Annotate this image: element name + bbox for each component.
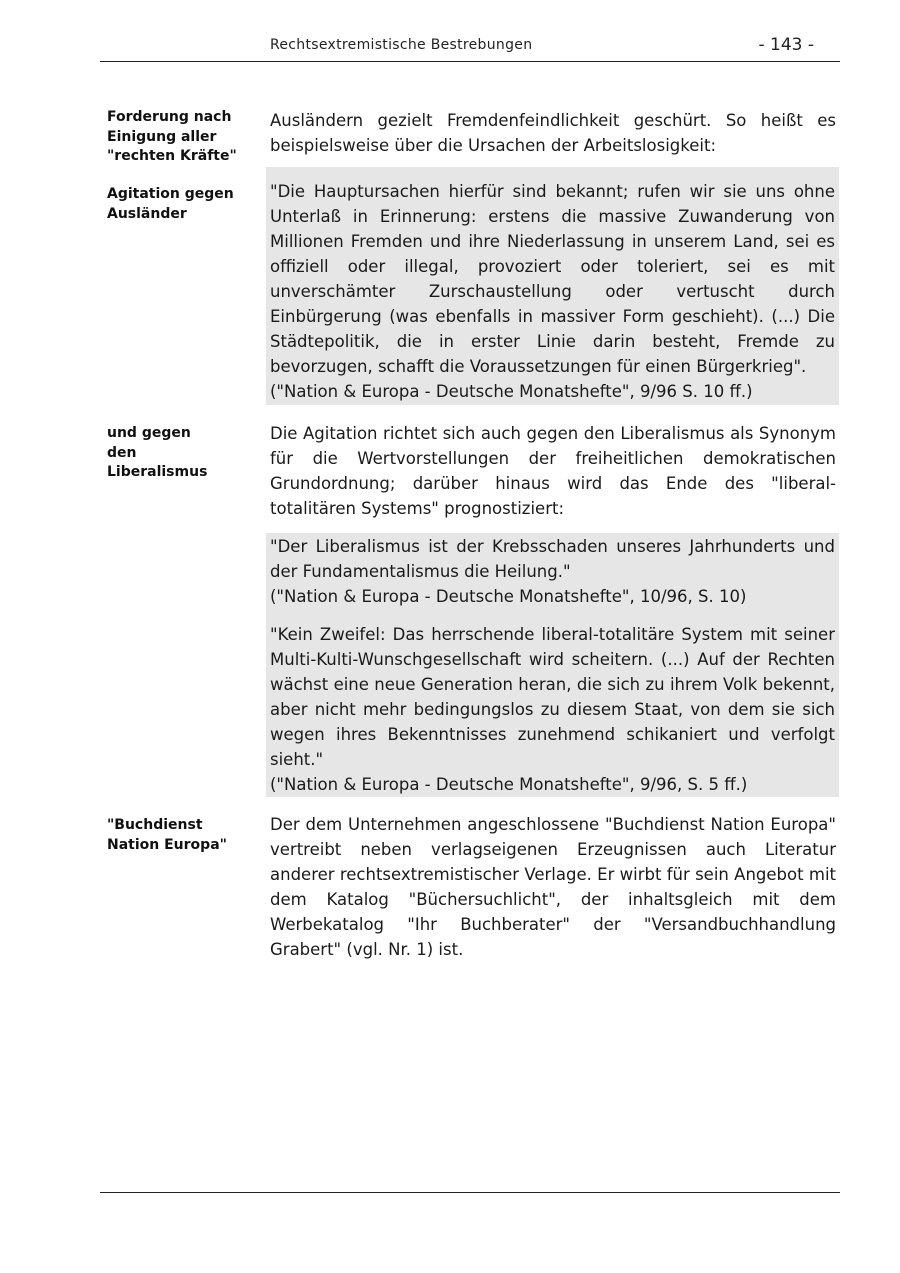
quote-1	[266, 179, 839, 404]
quote-2-text: "Der Liberalismus ist der Krebsschaden unseres Jahrhunderts und der Fundamentalismus die Heilung."	[270, 537, 835, 581]
paragraph-buchdienst: Der dem Unternehmen angeschlossene "Buchdienst Nation Europa" vertreibt neben verlagseigenen Erzeugnissen auch Literatur anderer rechtsextremistischer Verlage. Er wirbt für sein Angebot mit dem Katalog "Büchersuchlicht", der inhaltsgleich mit dem Werbekatalog "Ihr Buchberater" der "Versandbuchhandlung Grabert" (vgl. Nr. 1) ist.	[270, 815, 836, 959]
page-number: - 143 -	[758, 35, 814, 55]
quote-1-source: ("Nation & Europa - Deutsche Monatshefte", 9/96 S. 10 ff.)	[270, 382, 753, 401]
quote-3	[266, 622, 839, 797]
header-rule	[100, 61, 840, 62]
margin-note-liberalismus: und gegen den Liberalismus	[107, 425, 208, 480]
margin-note-einigung: Forderung nach Einigung aller "rechten Kräfte"	[107, 109, 237, 164]
quote-3-text: "Kein Zweifel: Das herrschende liberal-totalitäre System mit seiner Multi-Kulti-Wunschgesellschaft wird scheitern. (...) Auf der Rechten wächst eine neue Generation heran, die sich zu ihrem Volk bekennt, aber nicht mehr bedingungslos zu diesem Staat, von dem sie sich wegen ihres Bekenntnisses zunehmend schikaniert und verfolgt sieht."	[270, 625, 835, 769]
margin-note-auslaender: Agitation gegen Ausländer	[107, 186, 234, 222]
quote-box-2	[266, 533, 839, 797]
paragraph-intro: Ausländern gezielt Fremdenfeindlichkeit geschürt. So heißt es beispielsweise über die Ursachen der Arbeitslosigkeit:	[270, 111, 836, 155]
quote-3-source: ("Nation & Europa - Deutsche Monatshefte", 9/96, S. 5 ff.)	[270, 775, 748, 794]
quote-1-text: "Die Hauptursachen hierfür sind bekannt; rufen wir sie uns ohne Unterlaß in Erinnerung: erstens die massive Zuwanderung von Millionen Fremden und ihre Niederlassung in unserem Land, sei es offiziell oder illegal, provoziert oder toleriert, sei es mit unverschämter Zurschaustellung oder vertuscht durch Einbürgerung (was ebenfalls in massiver Form geschieht). (...) Die Städtepolitik, die in erster Linie darin besteht, Fremde zu bevorzugen, schafft die Voraussetzungen für einen Bürgerkrieg".	[270, 182, 835, 376]
running-header-title: Rechtsextremistische Bestrebungen	[270, 37, 533, 53]
paragraph-liberalism: Die Agitation richtet sich auch gegen den Liberalismus als Synonym für die Wertvorstellungen der freiheitlichen demokratischen Grundordnung; darüber hinaus wird das Ende des "liberal-totalitären Systems" prognostiziert:	[270, 424, 836, 518]
margin-note-buchdienst: "Buchdienst Nation Europa"	[107, 817, 227, 853]
quote-box-1	[266, 167, 839, 405]
footer-rule	[100, 1192, 840, 1193]
quote-2-source: ("Nation & Europa - Deutsche Monatshefte", 10/96, S. 10)	[270, 587, 747, 606]
quote-2	[266, 534, 839, 609]
